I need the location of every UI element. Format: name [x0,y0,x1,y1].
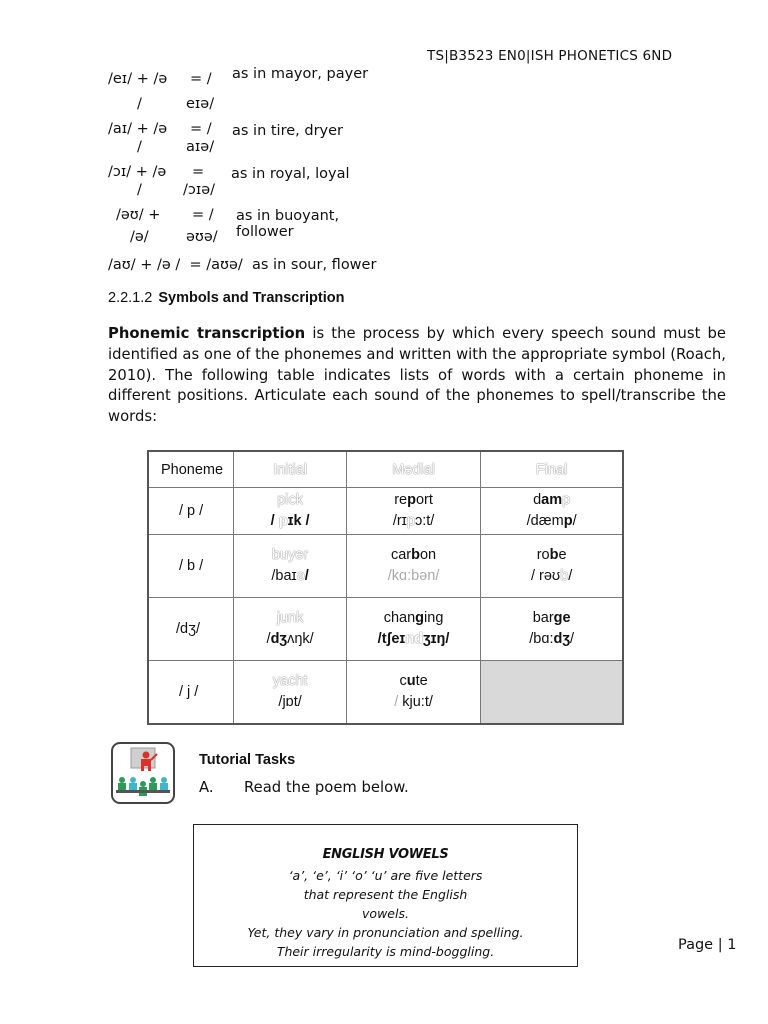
diphthong-b-0: = / [190,71,212,87]
table-row [148,661,623,724]
tutorial-item-text: Read the poem below. [244,779,409,796]
diphthong-b-3: = / [192,207,214,223]
final-word [481,608,622,629]
medial-cell [346,598,480,661]
medial-word [347,608,480,629]
medial-word [347,671,480,692]
medial-word [347,490,480,511]
header-final: Final [481,451,623,488]
initial-transcription: /jɒt/ [278,693,302,710]
tr-post: / [572,513,577,529]
diphthong-example-2: as in royal, loyal [231,166,350,182]
tr-post: / [568,568,573,584]
word-post: te [415,672,428,689]
tr-pre: / rəʊ [530,568,561,584]
initial-cell [234,488,346,535]
diphthong-a2-2: / [137,182,142,198]
tr-post: / [569,631,574,647]
body-paragraph [108,324,726,428]
tr-ghost: / [394,693,399,710]
phoneme-table [147,450,624,725]
final-cell [481,535,623,598]
poem-line: Their irregularity is mind-boggling. [276,944,495,959]
word-bold: am [541,492,563,508]
word-bold: p [407,492,416,508]
tr-post: ʒɪŋ/ [423,631,450,647]
tr-pre: /tʃeɪ [377,631,406,647]
tutorial-item [199,779,409,796]
initial-transcription [234,511,345,532]
header-initial: Initial [234,451,346,488]
poem-line: vowels. [362,906,409,921]
tr-post: ʌŋk/ [287,631,314,647]
final-cell-empty [481,661,623,724]
table-header-row [148,451,623,488]
tr-pre: /rɪ [392,513,407,529]
medial-transcription [347,511,480,532]
medial-word [347,545,480,566]
word-pre: d [533,492,542,508]
diphthong-b2-1: aɪə/ [186,139,215,155]
paragraph-rest: is the process by which every speech sound must be identified as one of the phonemes and written with the appropriate symbol (Roach, 2010). The following table indicates lists of words with a certain phoneme in different positions. Articulate each sound of the phonemes to spell/transcribe the words: [108,325,727,426]
initial-word: junk [276,610,304,626]
diphthong-b-2: = [192,164,205,180]
tr-pre: /baɪ [271,568,297,584]
diphthong-a-3: /əʊ/ + [116,207,161,223]
diphthong-example2-3: follower [236,224,294,240]
word-post: ort [415,492,433,508]
teacher-classroom-icon [111,742,175,804]
tr-pre: /bɑ: [529,631,554,647]
poem-line: that represent the English [303,887,468,902]
tr-ghost: ə [296,568,305,584]
word-pre: bar [532,610,554,626]
table-row [148,488,623,535]
diphthong-example-3: as in buoyant, [236,208,340,224]
final-word [481,490,622,511]
word-bold: b [411,547,420,563]
diphthong-a2-0: / [137,96,142,112]
diphthong-b-1: = / [190,121,212,137]
poem-box [193,824,578,967]
word-pre: c [399,672,407,689]
teacher-classroom-graphic [113,744,173,802]
diphthong-b2-0: eɪə/ [186,96,215,112]
phoneme-cell: / b / [148,535,234,598]
medial-cell [346,535,480,598]
tr-ghost: nd [405,631,424,647]
page-number: Page | 1 [678,937,737,953]
diphthong-full-4: /aʊ/ + /ə / = /aʊə/ as in sour, flower [108,257,377,273]
word-post: ing [424,610,444,626]
initial-word: yacht [272,672,308,689]
initial-word: buyer [271,547,309,563]
poem-line: ‘a’, ‘e’, ‘i’ ‘o’ ‘u’ are five letters [288,868,483,883]
initial-transcription [234,629,345,650]
initial-cell [234,535,346,598]
tr-bold: dʒ [270,631,288,647]
tr-bold: dʒ [553,631,570,647]
tutorial-item-letter: A. [199,779,214,796]
diphthong-a-0: /eɪ/ + /ə [108,71,168,87]
final-transcription [481,511,622,532]
tr-post: ɔ:t/ [414,513,435,529]
word-post: e [558,547,567,563]
initial-word: pick [277,492,304,508]
word-bold: u [406,672,416,689]
section-number: 2.2.1.2 [108,290,153,306]
section-title: Symbols and Transcription [158,290,345,306]
word-pre: ro [536,547,550,563]
tr-ghost: p [406,513,415,529]
tutorial-title: Tutorial Tasks [199,752,296,768]
page-header: TS|B3523 EN0|ISH PHONETICS 6ND [427,48,673,64]
diphthong-example-1: as in tire, dryer [232,123,344,139]
final-cell [481,598,623,661]
word-bold: b [549,547,559,563]
medial-cell [346,488,480,535]
table-row [148,535,623,598]
medial-cell [346,661,480,724]
diphthong-a2-3: /ə/ [130,229,149,245]
initial-cell [234,661,346,724]
tr-post: kju:t/ [398,693,433,710]
paragraph-lead: Phonemic transcription [108,325,306,342]
header-phoneme: Phoneme [148,451,234,488]
word-bold: g [415,610,425,626]
tr-ghost: p [278,513,288,529]
diphthong-b2-2: /ɔɪə/ [183,182,216,198]
diphthong-b2-3: əʊə/ [186,229,218,245]
diphthong-a-2: /ɔɪ/ + /ə [108,164,167,180]
initial-transcription [234,566,345,587]
medial-transcription [347,692,480,713]
diphthong-example-0: as in mayor, payer [232,66,369,82]
header-medial: Medial [346,451,480,488]
tr-ghost: b [560,568,569,584]
tr-pre: /dæm [526,513,564,529]
medial-transcription [347,629,480,650]
tr-post: ɪk / [287,513,310,529]
final-cell [481,488,623,535]
initial-cell [234,598,346,661]
tr-pre: / [266,631,271,647]
diphthong-a2-1: / [137,139,142,155]
phoneme-cell: / p / [148,488,234,535]
tr-pre: / [270,513,279,529]
final-transcription [481,629,622,650]
poem-title: ENGLISH VOWELS [322,847,449,862]
poem-line: Yet, they vary in pronunciation and spelling. [247,925,524,940]
diphthong-a-1: /aɪ/ + /ə [108,121,168,137]
medial-transcription: /kɑ:bən/ [387,568,440,584]
word-bold: ge [553,610,571,626]
phoneme-cell: /dʒ/ [148,598,234,661]
final-word [481,545,622,566]
section-heading [108,290,344,306]
word-pre: chan [383,610,416,626]
final-transcription [481,566,622,587]
word-pre: re [394,492,408,508]
phoneme-cell: / j / [148,661,234,724]
table-row [148,598,623,661]
tr-post: / [304,568,309,584]
word-pre: car [390,547,412,563]
word-post: on [419,547,437,563]
word-ghost: p [562,492,571,508]
tr-bold: p [563,513,573,529]
